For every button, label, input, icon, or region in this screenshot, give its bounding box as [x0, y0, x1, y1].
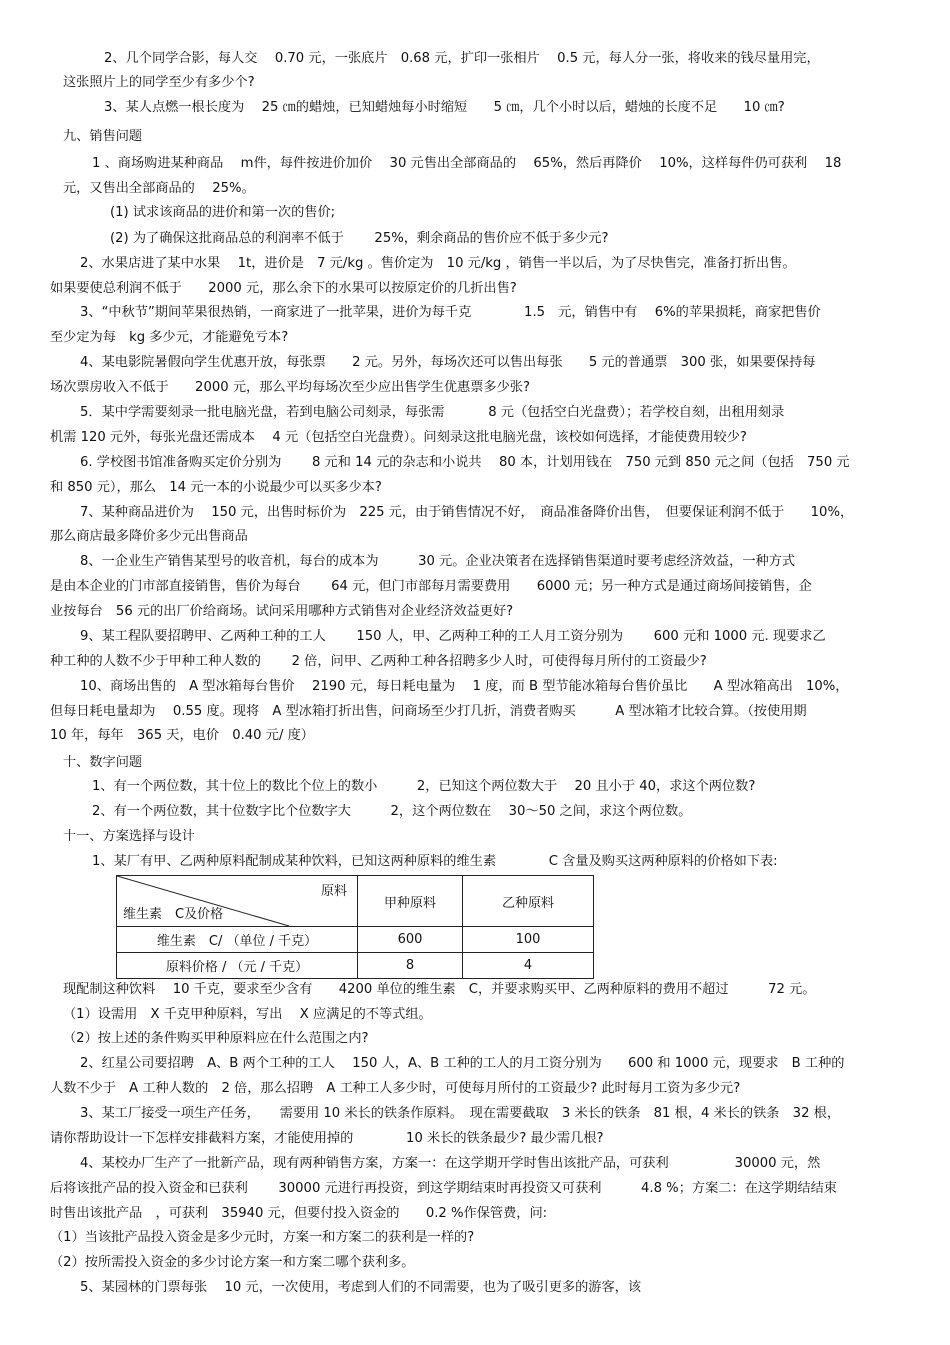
header-material-b: 乙种原料	[463, 876, 594, 927]
text-line: 4、某电影院暑假向学生优惠开放，每张票 2 元。另外，每场次还可以售出每张 5 元的普通票 300 张，如果要保持每	[80, 355, 816, 370]
text-line: 场次票房收入不低于 2000 元，那么平均每场次至少应出售学生优惠票多少张?	[50, 380, 530, 395]
text-line: 时售出该批产品 ，可获利 35940 元，但要付投入资金的 0.2 %作保管费，问:	[50, 1206, 548, 1221]
header-materials: 原料	[320, 884, 347, 899]
table-cell: 8	[358, 953, 463, 979]
header-vitamin-price: 维生素 C及价格	[123, 907, 224, 922]
text-line: （1）当该批产品投入资金是多少元时，方案一和方案二的获利是一样的?	[50, 1230, 475, 1245]
diagonal-header-cell	[117, 876, 358, 927]
text-line: 机需 120 元外，每张光盘还需成本 4 元（包括空白光盘费）。问刻录这批电脑光盘，该校如何选择，才能使费用较少?	[50, 430, 747, 445]
text-line: 现配制这种饮料 10 千克，要求至少含有 4200 单位的维生素 C，并要求购买甲、乙两种原料的费用不超过 72 元。	[63, 982, 816, 997]
text-line: 如果要使总利润不低于 2000 元，那么余下的水果可以按原定价的几折出售?	[50, 281, 517, 296]
text-line: 9、某工程队要招聘甲、乙两种工种的工人 150 人，甲、乙两种工种的工人月工资分别为 600 元和 1000 元. 现要求乙	[80, 629, 826, 644]
text-line: 后将该批产品的投入资金和已获利 30000 元进行再投资，到这学期结束时再投资又可获利 4.8 %；方案二：在这学期结结束	[50, 1181, 837, 1196]
text-line: 7、某种商品进价为 150 元，出售时标价为 225 元，由于销售情况不好， 商品准备降价出售， 但要保证利润不低于 10%，	[80, 505, 854, 520]
text-line: 这张照片上的同学至少有多少个?	[63, 75, 255, 90]
section-heading: 十、数字问题	[63, 755, 143, 770]
text-line: 1 、商场购进某种商品 m件，每件按进价加价 30 元售出全部商品的 65%，然后再降价 10%，这样每件仍可获利 18	[92, 156, 842, 171]
table-cell: 4	[463, 953, 594, 979]
header-material-a: 甲种原料	[358, 876, 463, 927]
row-label: 原料价格 / （元 / 千克）	[117, 953, 358, 979]
text-line: 5．某中学需要刻录一批电脑光盘，若到电脑公司刻录，每张需 8 元（包括空白光盘费）；若学校自刻，出租用刻录	[80, 405, 785, 420]
table-cell: 100	[463, 927, 594, 953]
text-line: 但每日耗电量却为 0.55 度。现将 A 型冰箱打折出售，问商场至少打几折，消费者购买 A 型冰箱才比较合算。（按使用期	[50, 704, 807, 719]
section-heading: 十一、方案选择与设计	[63, 829, 195, 844]
text-line: 6. 学校图书馆准备购买定价分别为 8 元和 14 元的杂志和小说共 80 本，计划用钱在 750 元到 850 元之间（包括 750 元	[80, 455, 850, 470]
text-line: 8、一企业生产销售某型号的收音机，每台的成本为 30 元。企业决策者在选择销售渠道时要考虑经济效益，一种方式	[80, 554, 796, 569]
text-line: 2、红星公司要招聘 A、B 两个工种的工人 150 人，A、B 工种的工人的月工资分别为 600 和 1000 元，现要求 B 工种的	[80, 1056, 845, 1071]
text-line: 种工种的人数不少于甲种工种人数的 2 倍，问甲、乙两种工种各招聘多少人时，可使得每月所付的工资最少?	[50, 654, 707, 669]
text-line: 2、水果店进了某中水果 1t，进价是 7 元/kg 。售价定为 10 元/kg ，销售一半以后，为了尽快售完，准备打折出售。	[80, 256, 796, 271]
text-line: 2、有一个两位数，其十位数字比个位数字大 2，这个两位数在 30～50 之间，求这个两位数。	[92, 804, 692, 819]
text-line: 3、某人点燃一根长度为 25 ㎝的蜡烛，已知蜡烛每小时缩短 5 ㎝，几个小时以后，蜡烛的长度不足 10 ㎝?	[104, 100, 785, 115]
text-line: 请你帮助设计一下怎样安排截料方案，才能使用掉的 10 米长的铁条最少? 最少需几根?	[50, 1131, 604, 1146]
text-line: 5、某园林的门票每张 10 元，一次使用，考虑到人们的不同需要，也为了吸引更多的游客，该	[80, 1280, 642, 1295]
text-line: 1、有一个两位数，其十位上的数比个位上的数小 2，已知这个两位数大于 20 且小于 40，求这个两位数?	[92, 779, 756, 794]
text-line: (2) 为了确保这批商品总的利润率不低于 25%，剩余商品的售价应不低于多少元?	[110, 231, 609, 246]
text-line: 人数不少于 A 工种人数的 2 倍，那么招聘 A 工种工人多少时，可使每月所付的工资最少? 此时每月工资为多少元?	[50, 1081, 741, 1096]
row-label: 维生素 C/ （单位 / 千克）	[117, 927, 358, 953]
text-line: （2）按上述的条件购买甲种原料应在什么范围之内?	[63, 1031, 369, 1046]
text-line: 1、某厂有甲、乙两种原料配制成某种饮料，已知这两种原料的维生素 C 含量及购买这两种原料的价格如下表:	[92, 854, 778, 869]
text-line: (1) 试求该商品的进价和第一次的售价;	[110, 205, 336, 220]
text-line: 3、“中秋节”期间苹果很热销，一商家进了一批苹果，进价为每千克 1.5 元，销售中有 6%的苹果损耗，商家把售价	[80, 305, 821, 320]
table-row	[117, 927, 594, 953]
text-line: （1）设需用 X 千克甲种原料，写出 X 应满足的不等式组。	[63, 1007, 432, 1022]
table-cell: 600	[358, 927, 463, 953]
text-line: 4、某校办厂生产了一批新产品，现有两种销售方案，方案一：在这学期开学时售出该批产品，可获利 30000 元，然	[80, 1156, 821, 1171]
vitamin-price-table	[116, 875, 594, 979]
text-line: 业按每台 56 元的出厂价给商场。试问采用哪种方式销售对企业经济效益更好?	[50, 604, 514, 619]
text-line: 3、某工厂接受一项生产任务， 需要用 10 米长的铁条作原料。 现在需要截取 3 米长的铁条 81 根，4 米长的铁条 32 根，	[80, 1106, 841, 1121]
text-line: 2、几个同学合影，每人交 0.70 元，一张底片 0.68 元，扩印一张相片 0.5 元，每人分一张，将收来的钱尽量用完，	[104, 51, 820, 66]
text-line: 是由本企业的门市部直接销售，售价为每台 64 元，但门市部每月需要费用 6000 元；另一种方式是通过商场间接销售，企	[50, 579, 812, 594]
text-line: 至少定为每 kg 多少元，才能避免亏本?	[50, 330, 289, 345]
text-line: 10、商场出售的 A 型冰箱每台售价 2190 元，每日耗电量为 1 度，而 B 型节能冰箱每台售价虽比 A 型冰箱高出 10%，	[80, 679, 849, 694]
section-heading: 九、销售问题	[63, 129, 143, 144]
table-row	[117, 953, 594, 979]
text-line: 元，又售出全部商品的 25%。	[63, 181, 255, 196]
text-line: 和 850 元），那么 14 元一本的小说最少可以买多少本?	[50, 480, 382, 495]
text-line: （2）按所需投入资金的多少讨论方案一和方案二哪个获利多。	[50, 1255, 415, 1270]
text-line: 那么商店最多降价多少元出售商品	[50, 529, 248, 544]
text-line: 10 年，每年 365 天，电价 0.40 元/ 度）	[50, 728, 314, 743]
